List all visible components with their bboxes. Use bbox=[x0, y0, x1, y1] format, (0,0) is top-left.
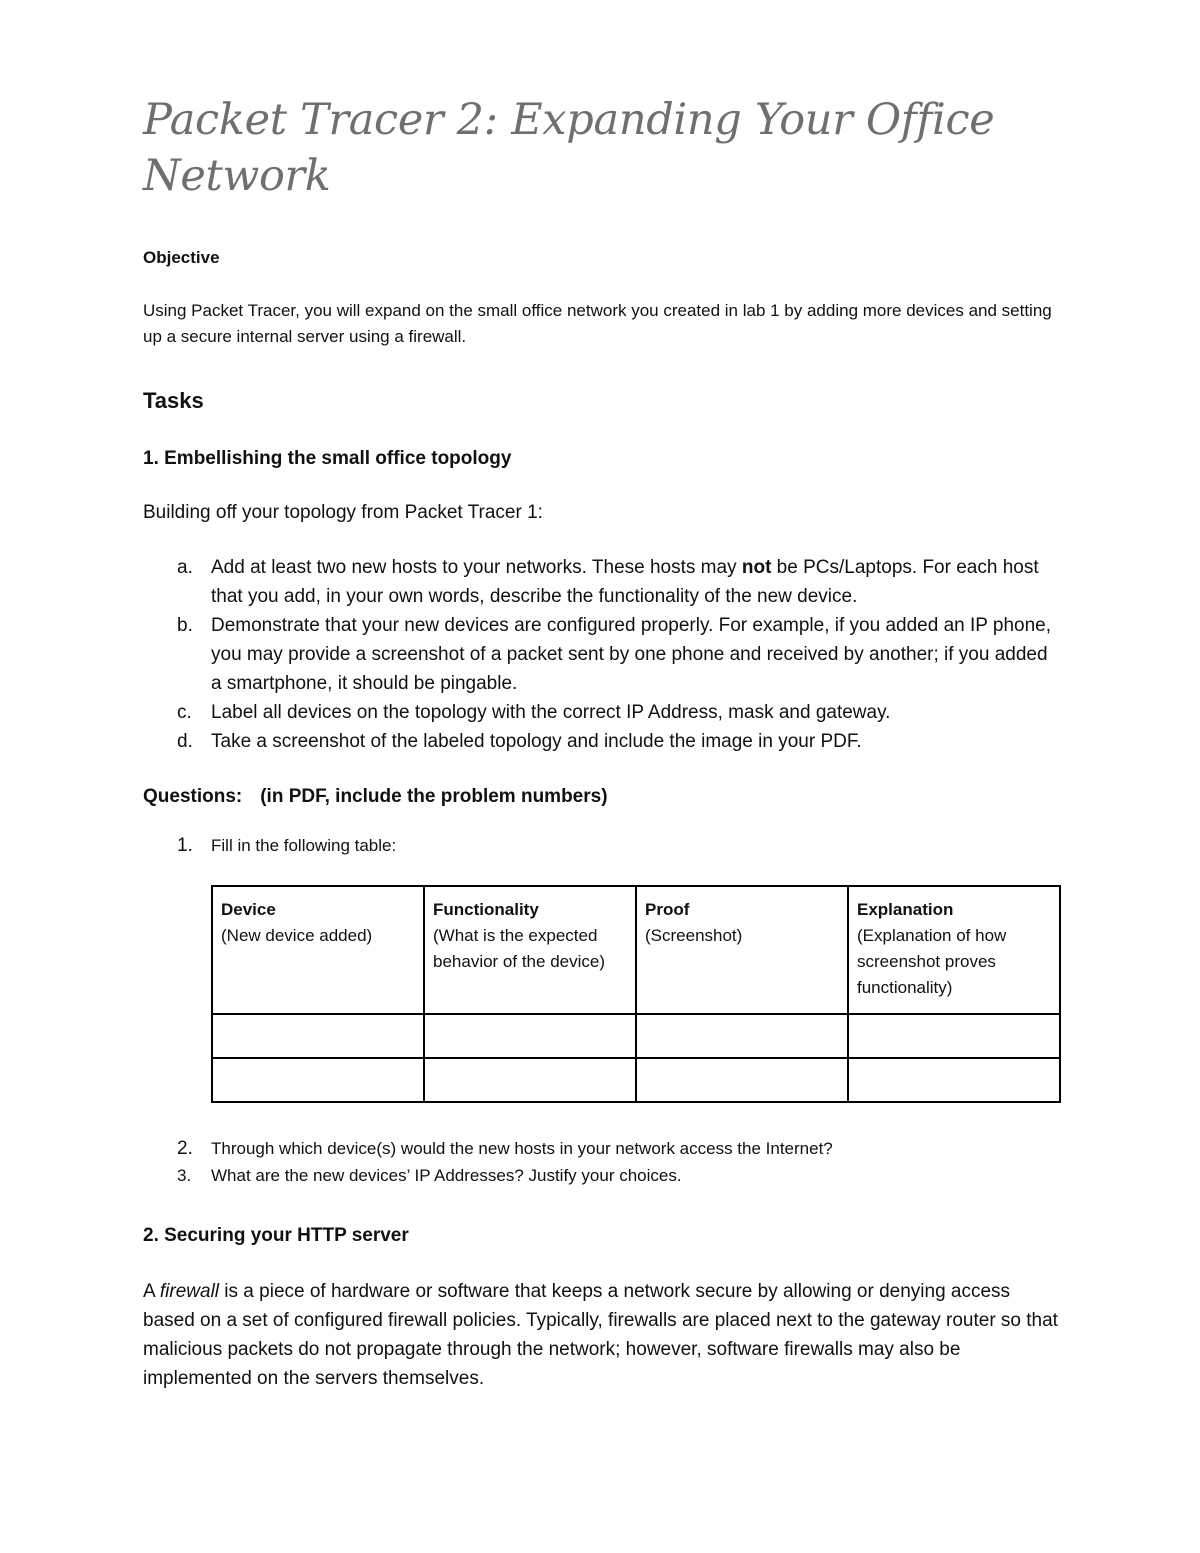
task-text-bold: not bbox=[741, 557, 772, 578]
task-text-before: Add at least two new hosts to your networks. These hosts may bbox=[211, 557, 742, 578]
table-cell[interactable] bbox=[424, 1014, 636, 1058]
task-marker: c. bbox=[177, 702, 192, 723]
question-number: 3. bbox=[177, 1166, 192, 1185]
title-line-1: Packet Tracer 2: Expanding Your Office bbox=[143, 95, 995, 145]
section-1-heading: 1. Embellishing the small office topology bbox=[143, 448, 512, 469]
fill-in-table bbox=[211, 885, 1061, 1103]
header-title: Explanation bbox=[857, 900, 954, 919]
table-cell[interactable] bbox=[212, 1014, 424, 1058]
question-3 bbox=[143, 1162, 1063, 1189]
title-line-2: Network bbox=[143, 151, 331, 201]
table-cell[interactable] bbox=[848, 1014, 1060, 1058]
section-2-heading: 2. Securing your HTTP server bbox=[143, 1225, 409, 1246]
header-explanation bbox=[848, 886, 1060, 1014]
questions-heading bbox=[143, 786, 1063, 808]
task-text: Label all devices on the topology with the correct IP Address, mask and gateway. bbox=[211, 702, 891, 723]
task-item-a bbox=[143, 553, 1063, 611]
question-number: 1. bbox=[177, 835, 193, 856]
questions-heading-note: (in PDF, include the problem numbers) bbox=[260, 786, 608, 807]
header-sub: (Explanation of how screenshot proves functionality) bbox=[857, 926, 1007, 997]
table-cell[interactable] bbox=[636, 1058, 848, 1102]
header-title: Device bbox=[221, 900, 276, 919]
section-1-lead: Building off your topology from Packet Tracer 1: bbox=[143, 502, 543, 523]
task-marker: d. bbox=[177, 731, 193, 752]
task-marker: a. bbox=[177, 557, 193, 578]
task-list bbox=[143, 553, 1063, 756]
question-1 bbox=[143, 832, 1063, 859]
table-cell[interactable] bbox=[424, 1058, 636, 1102]
table-cell[interactable] bbox=[636, 1014, 848, 1058]
firewall-prefix: A bbox=[143, 1281, 160, 1302]
task-marker: b. bbox=[177, 615, 193, 636]
objective-label: Objective bbox=[143, 248, 220, 267]
firewall-paragraph bbox=[143, 1277, 1063, 1393]
header-sub: (Screenshot) bbox=[645, 926, 743, 945]
header-sub: (What is the expected behavior of the device) bbox=[433, 926, 605, 971]
table-header-row bbox=[212, 886, 1060, 1014]
question-text: Through which device(s) would the new hosts in your network access the Internet? bbox=[211, 1139, 833, 1158]
header-sub: (New device added) bbox=[221, 926, 373, 945]
table-row bbox=[212, 1058, 1060, 1102]
table-cell[interactable] bbox=[212, 1058, 424, 1102]
task-item-c bbox=[143, 698, 1063, 727]
question-list-continued bbox=[143, 1135, 1063, 1189]
firewall-term: firewall bbox=[159, 1281, 220, 1302]
questions-heading-main: Questions: bbox=[143, 786, 243, 807]
document-page bbox=[143, 92, 1063, 1393]
document-title bbox=[143, 92, 1063, 204]
firewall-rest: is a piece of hardware or software that keeps a network secure by allowing or denying access based on a set of configured firewall policies. Typically, firewalls are placed next to the gateway router so that malicious packets do not propagate through the network; however, software firewalls may also be implemented on the servers themselves. bbox=[143, 1281, 1058, 1389]
task-text: Demonstrate that your new devices are configured properly. For example, if you added an IP phone, you may provide a screenshot of a packet sent by one phone and received by another; if you added a smartphone, it should be pingable. bbox=[211, 615, 1051, 694]
question-text: Fill in the following table: bbox=[211, 836, 397, 855]
question-text: What are the new devices’ IP Addresses? Justify your choices. bbox=[211, 1166, 682, 1185]
tasks-heading: Tasks bbox=[143, 388, 204, 413]
header-functionality bbox=[424, 886, 636, 1014]
task-text: Take a screenshot of the labeled topology and include the image in your PDF. bbox=[211, 731, 862, 752]
task-item-d bbox=[143, 727, 1063, 756]
task-item-b bbox=[143, 611, 1063, 698]
header-title: Proof bbox=[645, 900, 690, 919]
question-2 bbox=[143, 1135, 1063, 1162]
task-text-after: be PCs/Laptops. For each host that you add, in your own words, describe the functionality of the new device. bbox=[211, 557, 1039, 607]
question-number: 2. bbox=[177, 1138, 193, 1159]
table-row bbox=[212, 1014, 1060, 1058]
table-cell[interactable] bbox=[848, 1058, 1060, 1102]
objective-text: Using Packet Tracer, you will expand on the small office network you created in lab 1 by adding more devices and setting up a secure internal server using a firewall. bbox=[143, 301, 1052, 346]
header-title: Functionality bbox=[433, 900, 539, 919]
header-device bbox=[212, 886, 424, 1014]
header-proof bbox=[636, 886, 848, 1014]
